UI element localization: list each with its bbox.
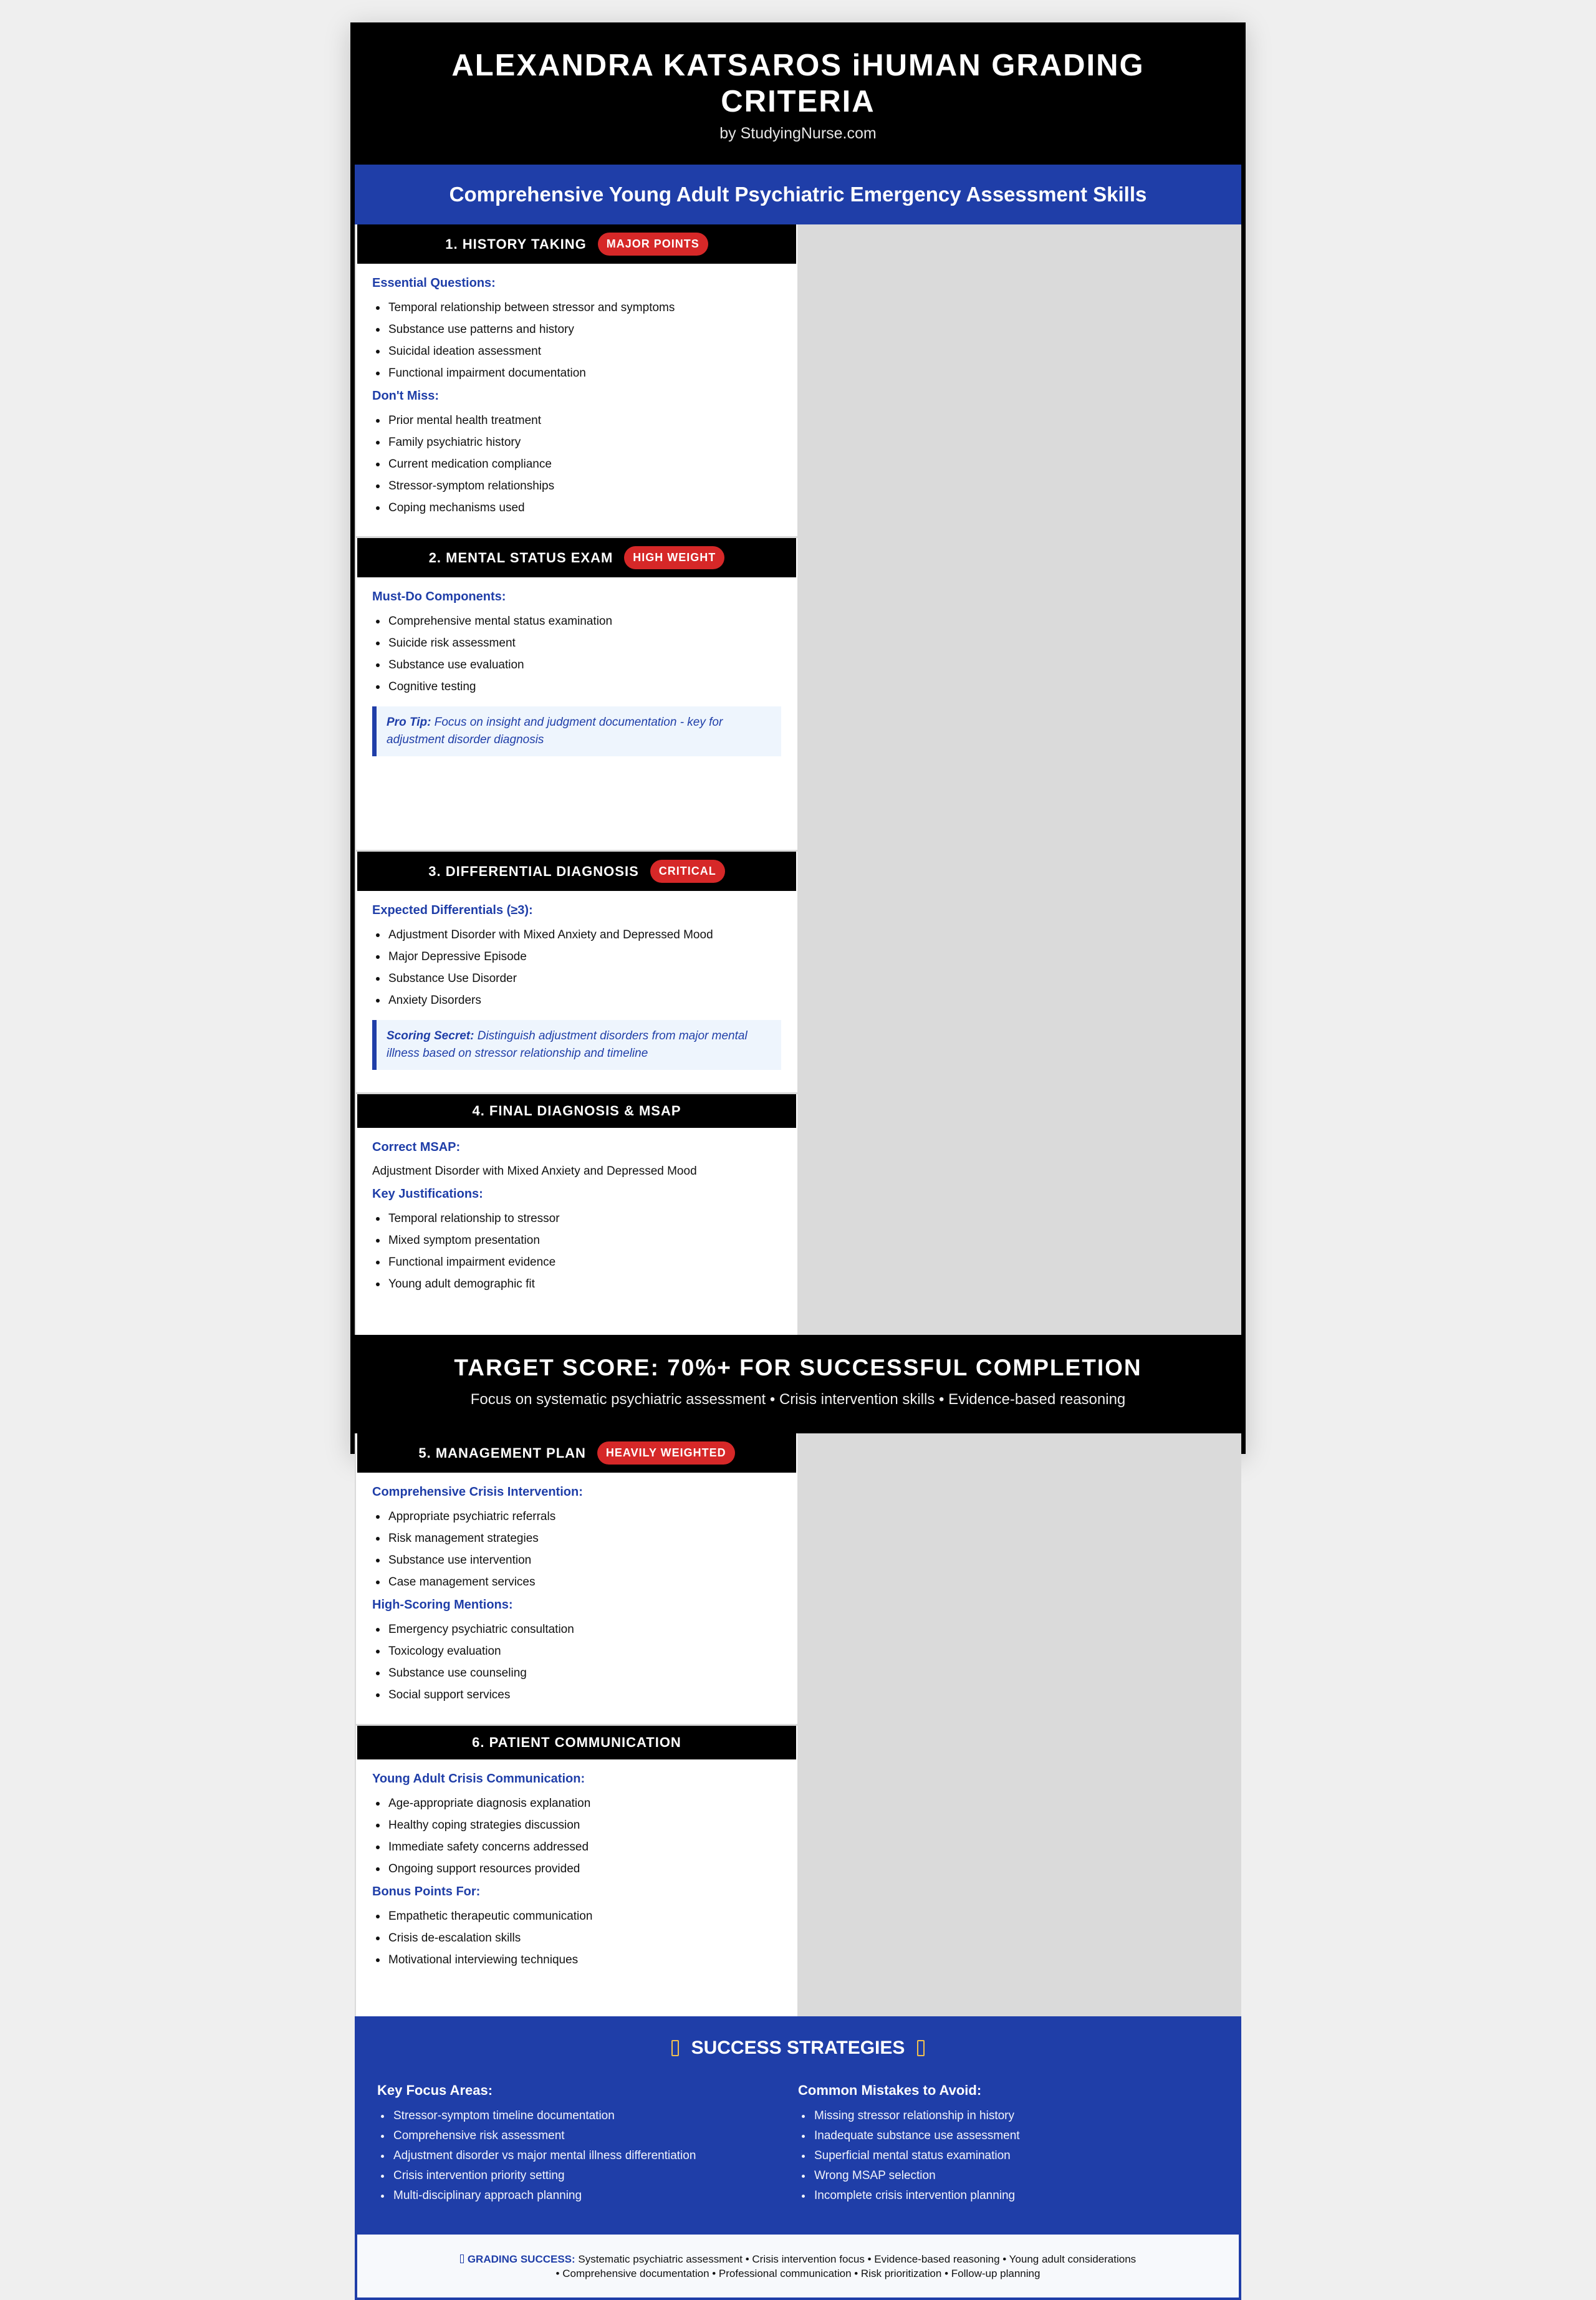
list-item: Inadequate substance use assessment xyxy=(798,2126,1219,2146)
card-header xyxy=(356,852,797,891)
footer-line-1 xyxy=(357,2252,1239,2266)
tip-label: Pro Tip: xyxy=(387,716,431,729)
card-final-diagnosis xyxy=(356,1094,797,1335)
target-score-subtitle: Focus on systematic psychiatric assessment • Crisis intervention skills • Evidence-based reasoning xyxy=(470,1391,1126,1408)
card-body xyxy=(356,577,797,769)
list-item: Young adult demographic fit xyxy=(372,1273,781,1295)
footer-text-1: Systematic psychiatric assessment • Crisis intervention focus • Evidence-based reasoning • Young adult considerations xyxy=(575,2253,1137,2265)
list-item: Family psychiatric history xyxy=(372,431,781,453)
grading-success-footer xyxy=(355,2235,1241,2300)
item-list xyxy=(372,1208,781,1295)
item-list xyxy=(372,1905,781,1971)
list-item: Risk management strategies xyxy=(372,1528,781,1549)
list-item: Emergency psychiatric consultation xyxy=(372,1619,781,1640)
card-title: 2. MENTAL STATUS EXAM xyxy=(428,549,613,565)
tip-text: Focus on insight and judgment documentation - key for adjustment disorder diagnosis xyxy=(387,716,723,746)
list-item: Comprehensive mental status examination xyxy=(372,610,781,632)
card-title: 3. DIFFERENTIAL DIAGNOSIS xyxy=(428,863,639,879)
footer-line-2: • Comprehensive documentation • Professional communication • Risk prioritization • Follow-up planning xyxy=(555,2268,1041,2279)
success-strategies xyxy=(355,2016,1241,2235)
list-item: Stressor-symptom relationships xyxy=(372,475,781,497)
card-body xyxy=(356,1759,797,1988)
tip-label: Scoring Secret: xyxy=(387,1029,474,1042)
star-icon xyxy=(917,2040,925,2056)
card-body xyxy=(356,1473,797,1723)
criteria-grid-top xyxy=(355,224,1241,850)
section-label: Correct MSAP: xyxy=(372,1140,461,1154)
target-score-banner xyxy=(355,1335,1241,1433)
byline: by StudyingNurse.com xyxy=(719,125,877,142)
trophy-icon xyxy=(460,2254,464,2263)
list-item: Ongoing support resources provided xyxy=(372,1858,781,1880)
item-list xyxy=(372,297,781,384)
section-label: Young Adult Crisis Communication: xyxy=(372,1772,585,1786)
section-label: Expected Differentials (≥3): xyxy=(372,903,533,917)
card-title: 4. FINAL DIAGNOSIS & MSAP xyxy=(472,1103,681,1119)
list-item: Substance use counseling xyxy=(372,1662,781,1684)
priority-badge: HEAVILY WEIGHTED xyxy=(597,1441,735,1465)
item-list xyxy=(372,410,781,519)
pro-tip-callout xyxy=(372,706,781,756)
list-item: Crisis intervention priority setting xyxy=(377,2166,798,2186)
item-list xyxy=(372,610,781,698)
document-inner xyxy=(355,22,1241,2300)
item-list xyxy=(372,1792,781,1880)
list-item: Stressor-symptom timeline documentation xyxy=(377,2106,798,2126)
card-header xyxy=(356,1433,797,1473)
card-header xyxy=(356,224,797,264)
card-history-taking xyxy=(356,224,797,536)
card-header xyxy=(356,538,797,577)
key-focus-areas xyxy=(377,2082,798,2206)
list-item: Age-appropriate diagnosis explanation xyxy=(372,1792,781,1814)
item-list xyxy=(372,1619,781,1706)
msap-diagnosis: Adjustment Disorder with Mixed Anxiety and Depressed Mood xyxy=(372,1165,697,1178)
section-label: Must-Do Components: xyxy=(372,590,506,604)
list-item: Substance Use Disorder xyxy=(372,968,781,989)
list-item: Appropriate psychiatric referrals xyxy=(372,1506,781,1528)
list-item: Suicidal ideation assessment xyxy=(372,340,781,362)
success-strategies-title xyxy=(355,2038,1241,2059)
list-item: Multi-disciplinary approach planning xyxy=(377,2186,798,2206)
section-label: Comprehensive Crisis Intervention: xyxy=(372,1485,583,1499)
page-title xyxy=(355,47,1241,120)
list-item: Immediate safety concerns addressed xyxy=(372,1836,781,1858)
section-label: High-Scoring Mentions: xyxy=(372,1598,513,1612)
list-item: Missing stressor relationship in history xyxy=(798,2106,1219,2126)
list-item: Substance use patterns and history xyxy=(372,319,781,340)
subtitle-band: Comprehensive Young Adult Psychiatric Emergency Assessment Skills xyxy=(355,165,1241,224)
column-title: Key Focus Areas: xyxy=(377,2082,493,2098)
document-header xyxy=(355,22,1241,165)
list-item: Temporal relationship to stressor xyxy=(372,1208,781,1229)
list-item: Incomplete crisis intervention planning xyxy=(798,2186,1219,2206)
item-list xyxy=(372,1506,781,1593)
card-body xyxy=(356,891,797,1082)
list-item: Functional impairment evidence xyxy=(372,1251,781,1273)
list-item: Cognitive testing xyxy=(372,676,781,698)
list-item: Suicide risk assessment xyxy=(372,632,781,654)
card-differential-diagnosis xyxy=(356,852,797,1092)
title-line-1: ALEXANDRA KATSAROS iHUMAN GRADING xyxy=(451,49,1145,82)
list-item: Coping mechanisms used xyxy=(372,497,781,519)
list-item: Comprehensive risk assessment xyxy=(377,2126,798,2146)
success-title-text: SUCCESS STRATEGIES xyxy=(691,2038,905,2058)
card-header xyxy=(356,1726,797,1759)
card-title: 6. PATIENT COMMUNICATION xyxy=(472,1735,681,1750)
item-list xyxy=(377,2106,798,2206)
list-item: Empathetic therapeutic communication xyxy=(372,1905,781,1927)
list-item: Prior mental health treatment xyxy=(372,410,781,431)
document-sheet xyxy=(350,22,1246,2279)
scoring-secret-callout xyxy=(372,1020,781,1070)
column-title: Common Mistakes to Avoid: xyxy=(798,2082,982,2098)
list-item: Superficial mental status examination xyxy=(798,2146,1219,2166)
list-item: Temporal relationship between stressor and symptoms xyxy=(372,297,781,319)
target-score-title: TARGET SCORE: 70%+ FOR SUCCESSFUL COMPLETION xyxy=(454,1355,1142,1380)
section-label: Key Justifications: xyxy=(372,1187,483,1201)
section-label: Bonus Points For: xyxy=(372,1885,481,1898)
item-list xyxy=(372,924,781,1011)
card-mental-status-exam xyxy=(356,538,797,850)
card-title: 1. HISTORY TAKING xyxy=(445,236,587,252)
list-item: Crisis de-escalation skills xyxy=(372,1927,781,1949)
list-item: Motivational interviewing techniques xyxy=(372,1949,781,1971)
card-header xyxy=(356,1094,797,1128)
list-item: Anxiety Disorders xyxy=(372,989,781,1011)
card-management-plan xyxy=(356,1433,797,1724)
item-list xyxy=(798,2106,1219,2206)
list-item: Major Depressive Episode xyxy=(372,946,781,968)
criteria-grid-bottom xyxy=(355,1433,1241,2016)
priority-badge: HIGH WEIGHT xyxy=(624,546,724,569)
list-item: Substance use intervention xyxy=(372,1549,781,1571)
list-item: Adjustment disorder vs major mental illness differentiation xyxy=(377,2146,798,2166)
footer-lead: GRADING SUCCESS: xyxy=(467,2253,575,2265)
card-title: 5. MANAGEMENT PLAN xyxy=(418,1445,586,1461)
list-item: Functional impairment documentation xyxy=(372,362,781,384)
title-line-2: CRITERIA xyxy=(721,85,875,118)
card-body xyxy=(356,1128,797,1312)
common-mistakes xyxy=(798,2082,1219,2206)
priority-badge: MAJOR POINTS xyxy=(598,233,708,256)
section-label: Essential Questions: xyxy=(372,276,496,290)
star-icon xyxy=(671,2040,679,2056)
list-item: Adjustment Disorder with Mixed Anxiety and Depressed Mood xyxy=(372,924,781,946)
priority-badge: CRITICAL xyxy=(650,860,725,883)
card-body xyxy=(356,264,797,536)
card-patient-communication xyxy=(356,1726,797,2016)
list-item: Healthy coping strategies discussion xyxy=(372,1814,781,1836)
success-columns xyxy=(355,2082,1241,2206)
list-item: Case management services xyxy=(372,1571,781,1593)
list-item: Substance use evaluation xyxy=(372,654,781,676)
list-item: Current medication compliance xyxy=(372,453,781,475)
criteria-grid-middle xyxy=(355,850,1241,1335)
list-item: Social support services xyxy=(372,1684,781,1706)
list-item: Wrong MSAP selection xyxy=(798,2166,1219,2186)
list-item: Mixed symptom presentation xyxy=(372,1229,781,1251)
list-item: Toxicology evaluation xyxy=(372,1640,781,1662)
section-label: Don't Miss: xyxy=(372,389,439,403)
tip-text: Distinguish adjustment disorders from major mental illness based on stressor relationship and timeline xyxy=(387,1029,748,1060)
